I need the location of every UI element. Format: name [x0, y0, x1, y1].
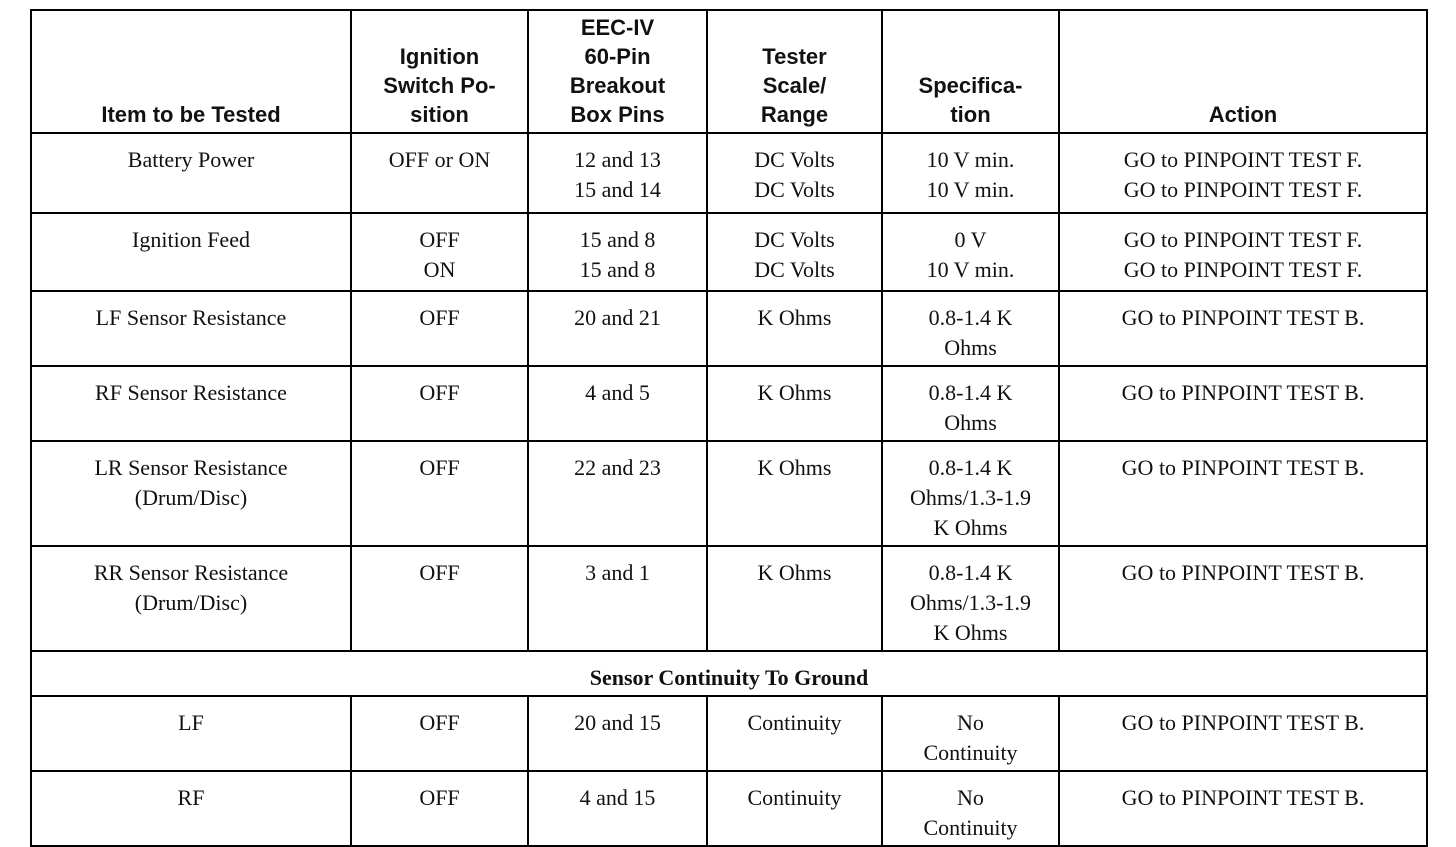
- cell-line: OFF: [419, 560, 460, 585]
- header-pins-line-4: Box Pins: [570, 102, 665, 127]
- cell-spec: [882, 366, 1059, 441]
- cell-item: [31, 213, 351, 291]
- cell-line: (Drum/Disc): [134, 590, 248, 615]
- cell-pins: [528, 441, 707, 546]
- cell-pins: [528, 366, 707, 441]
- cell-line: GO to PINPOINT TEST F.: [1123, 257, 1363, 282]
- cell-line: GO to PINPOINT TEST B.: [1121, 560, 1365, 585]
- cell-line: Continuity: [923, 815, 1018, 840]
- cell-line: 12 and 13: [574, 147, 661, 172]
- cell-line: Continuity: [923, 740, 1018, 765]
- cell-line: OFF: [419, 785, 460, 810]
- header-action: [1059, 10, 1427, 133]
- table-row: [31, 696, 1427, 771]
- cell-ignition: [351, 771, 528, 846]
- cell-pins: [528, 291, 707, 366]
- cell-ignition: [351, 696, 528, 771]
- cell-pins: [528, 696, 707, 771]
- diagnostic-spec-table: [30, 9, 1428, 847]
- section-title: Sensor Continuity To Ground: [31, 651, 1427, 696]
- cell-item: [31, 771, 351, 846]
- cell-line: No: [957, 785, 984, 810]
- cell-line: OFF: [419, 710, 460, 735]
- cell-pins: [528, 546, 707, 651]
- cell-action: [1059, 441, 1427, 546]
- cell-ignition: [351, 213, 528, 291]
- cell-pins: [528, 771, 707, 846]
- header-scale-line-1: Tester: [762, 44, 827, 69]
- cell-line: DC Volts: [754, 227, 835, 252]
- cell-line: 0 V: [954, 227, 987, 252]
- cell-line: 4 and 15: [579, 785, 656, 810]
- cell-line: RR Sensor Resistance: [93, 560, 289, 585]
- cell-ignition: [351, 441, 528, 546]
- cell-line: OFF: [419, 305, 460, 330]
- table-header: [31, 10, 1427, 133]
- cell-line: K Ohms: [757, 560, 832, 585]
- cell-line: [352, 175, 527, 205]
- cell-line: GO to PINPOINT TEST F.: [1123, 147, 1363, 172]
- cell-line: 0.8-1.4 K: [928, 380, 1013, 405]
- cell-line: Ignition Feed: [132, 227, 250, 252]
- cell-line: GO to PINPOINT TEST B.: [1121, 380, 1365, 405]
- table-row: [31, 133, 1427, 213]
- cell-pins: [528, 133, 707, 213]
- cell-line: 4 and 5: [585, 380, 650, 405]
- cell-spec: [882, 546, 1059, 651]
- cell-item: [31, 546, 351, 651]
- cell-scale: [707, 546, 882, 651]
- cell-scale: [707, 291, 882, 366]
- header-ignition: [351, 10, 528, 133]
- header-ignition-line-1: Ignition: [399, 44, 480, 69]
- table-row: [31, 366, 1427, 441]
- cell-spec: [882, 771, 1059, 846]
- cell-scale: [707, 133, 882, 213]
- cell-scale: [707, 696, 882, 771]
- cell-line: K Ohms: [933, 620, 1008, 645]
- cell-scale: [707, 441, 882, 546]
- cell-pins: [528, 213, 707, 291]
- table-row: [31, 441, 1427, 546]
- header-scale-line-3: Range: [760, 102, 829, 127]
- cell-line: LR Sensor Resistance: [94, 455, 288, 480]
- cell-line: 10 V min.: [926, 177, 1015, 202]
- cell-line: GO to PINPOINT TEST B.: [1121, 710, 1365, 735]
- cell-scale: [707, 213, 882, 291]
- cell-item: [31, 133, 351, 213]
- header-spec-line-1: Specifica-: [918, 73, 1023, 98]
- cell-line: 20 and 15: [574, 710, 661, 735]
- header-ignition-line-3: sition: [410, 102, 469, 127]
- cell-line: Continuity: [747, 710, 842, 735]
- header-spec-line-2: tion: [950, 102, 991, 127]
- table-row: [31, 771, 1427, 846]
- cell-spec: [882, 133, 1059, 213]
- cell-line: 20 and 21: [574, 305, 661, 330]
- header-pins-line-2: 60-Pin: [584, 44, 651, 69]
- cell-line: GO to PINPOINT TEST F.: [1123, 227, 1363, 252]
- cell-line: K Ohms: [757, 305, 832, 330]
- cell-line: Battery Power: [127, 147, 255, 172]
- table-row: [31, 213, 1427, 291]
- cell-scale: [707, 771, 882, 846]
- cell-line: OFF: [419, 227, 460, 252]
- cell-action: [1059, 546, 1427, 651]
- cell-line: Ohms: [944, 335, 997, 360]
- cell-ignition: [351, 366, 528, 441]
- cell-line: 10 V min.: [926, 147, 1015, 172]
- header-item-text: Item to be Tested: [101, 102, 281, 127]
- cell-line: ON: [423, 257, 456, 282]
- cell-line: 10 V min.: [926, 257, 1015, 282]
- cell-line: 15 and 8: [579, 227, 656, 252]
- table-row: [31, 546, 1427, 651]
- table-body: [31, 133, 1427, 846]
- cell-line: OFF: [419, 455, 460, 480]
- cell-item: [31, 696, 351, 771]
- cell-line: DC Volts: [754, 257, 835, 282]
- cell-line: DC Volts: [754, 177, 835, 202]
- cell-line: K Ohms: [933, 515, 1008, 540]
- cell-spec: [882, 213, 1059, 291]
- cell-ignition: [351, 546, 528, 651]
- header-pins-line-1: EEC-IV: [580, 15, 655, 40]
- cell-line: GO to PINPOINT TEST B.: [1121, 455, 1365, 480]
- header-action-text: Action: [1208, 102, 1278, 127]
- cell-line: 22 and 23: [574, 455, 661, 480]
- cell-line: Ohms: [944, 410, 997, 435]
- cell-spec: [882, 696, 1059, 771]
- header-item: [31, 10, 351, 133]
- cell-line: K Ohms: [757, 455, 832, 480]
- cell-action: [1059, 366, 1427, 441]
- cell-ignition: [351, 133, 528, 213]
- cell-line: GO to PINPOINT TEST B.: [1121, 785, 1365, 810]
- cell-line: 15 and 8: [579, 257, 656, 282]
- cell-item: [31, 441, 351, 546]
- cell-action: [1059, 133, 1427, 213]
- cell-item: [31, 291, 351, 366]
- cell-spec: [882, 291, 1059, 366]
- section-header-row: [31, 651, 1427, 696]
- cell-line: Ohms/1.3-1.9: [910, 485, 1031, 510]
- cell-line: GO to PINPOINT TEST F.: [1123, 177, 1363, 202]
- cell-item: [31, 366, 351, 441]
- header-pins-line-3: Breakout: [569, 73, 666, 98]
- cell-ignition: [351, 291, 528, 366]
- cell-line: K Ohms: [757, 380, 832, 405]
- cell-line: Continuity: [747, 785, 842, 810]
- header-pins: [528, 10, 707, 133]
- cell-action: [1059, 291, 1427, 366]
- cell-line: 0.8-1.4 K: [928, 455, 1013, 480]
- cell-line: RF Sensor Resistance: [95, 380, 287, 405]
- cell-line: RF: [177, 785, 205, 810]
- cell-line: 15 and 14: [574, 177, 661, 202]
- cell-line: LF Sensor Resistance: [95, 305, 287, 330]
- header-row: [31, 10, 1427, 133]
- cell-scale: [707, 366, 882, 441]
- cell-line: OFF or ON: [388, 147, 491, 172]
- header-scale: [707, 10, 882, 133]
- cell-line: OFF: [419, 380, 460, 405]
- cell-line: 0.8-1.4 K: [928, 305, 1013, 330]
- cell-line: GO to PINPOINT TEST B.: [1121, 305, 1365, 330]
- header-ignition-line-2: Switch Po-: [383, 73, 496, 98]
- header-spec: [882, 10, 1059, 133]
- cell-action: [1059, 696, 1427, 771]
- cell-line: (Drum/Disc): [134, 485, 248, 510]
- cell-line: No: [957, 710, 984, 735]
- cell-spec: [882, 441, 1059, 546]
- cell-line: Ohms/1.3-1.9: [910, 590, 1031, 615]
- cell-action: [1059, 771, 1427, 846]
- cell-line: 0.8-1.4 K: [928, 560, 1013, 585]
- cell-line: 3 and 1: [585, 560, 650, 585]
- header-scale-line-2: Scale/: [762, 73, 827, 98]
- cell-line: DC Volts: [754, 147, 835, 172]
- cell-line: LF: [178, 710, 204, 735]
- table-row: [31, 291, 1427, 366]
- cell-action: [1059, 213, 1427, 291]
